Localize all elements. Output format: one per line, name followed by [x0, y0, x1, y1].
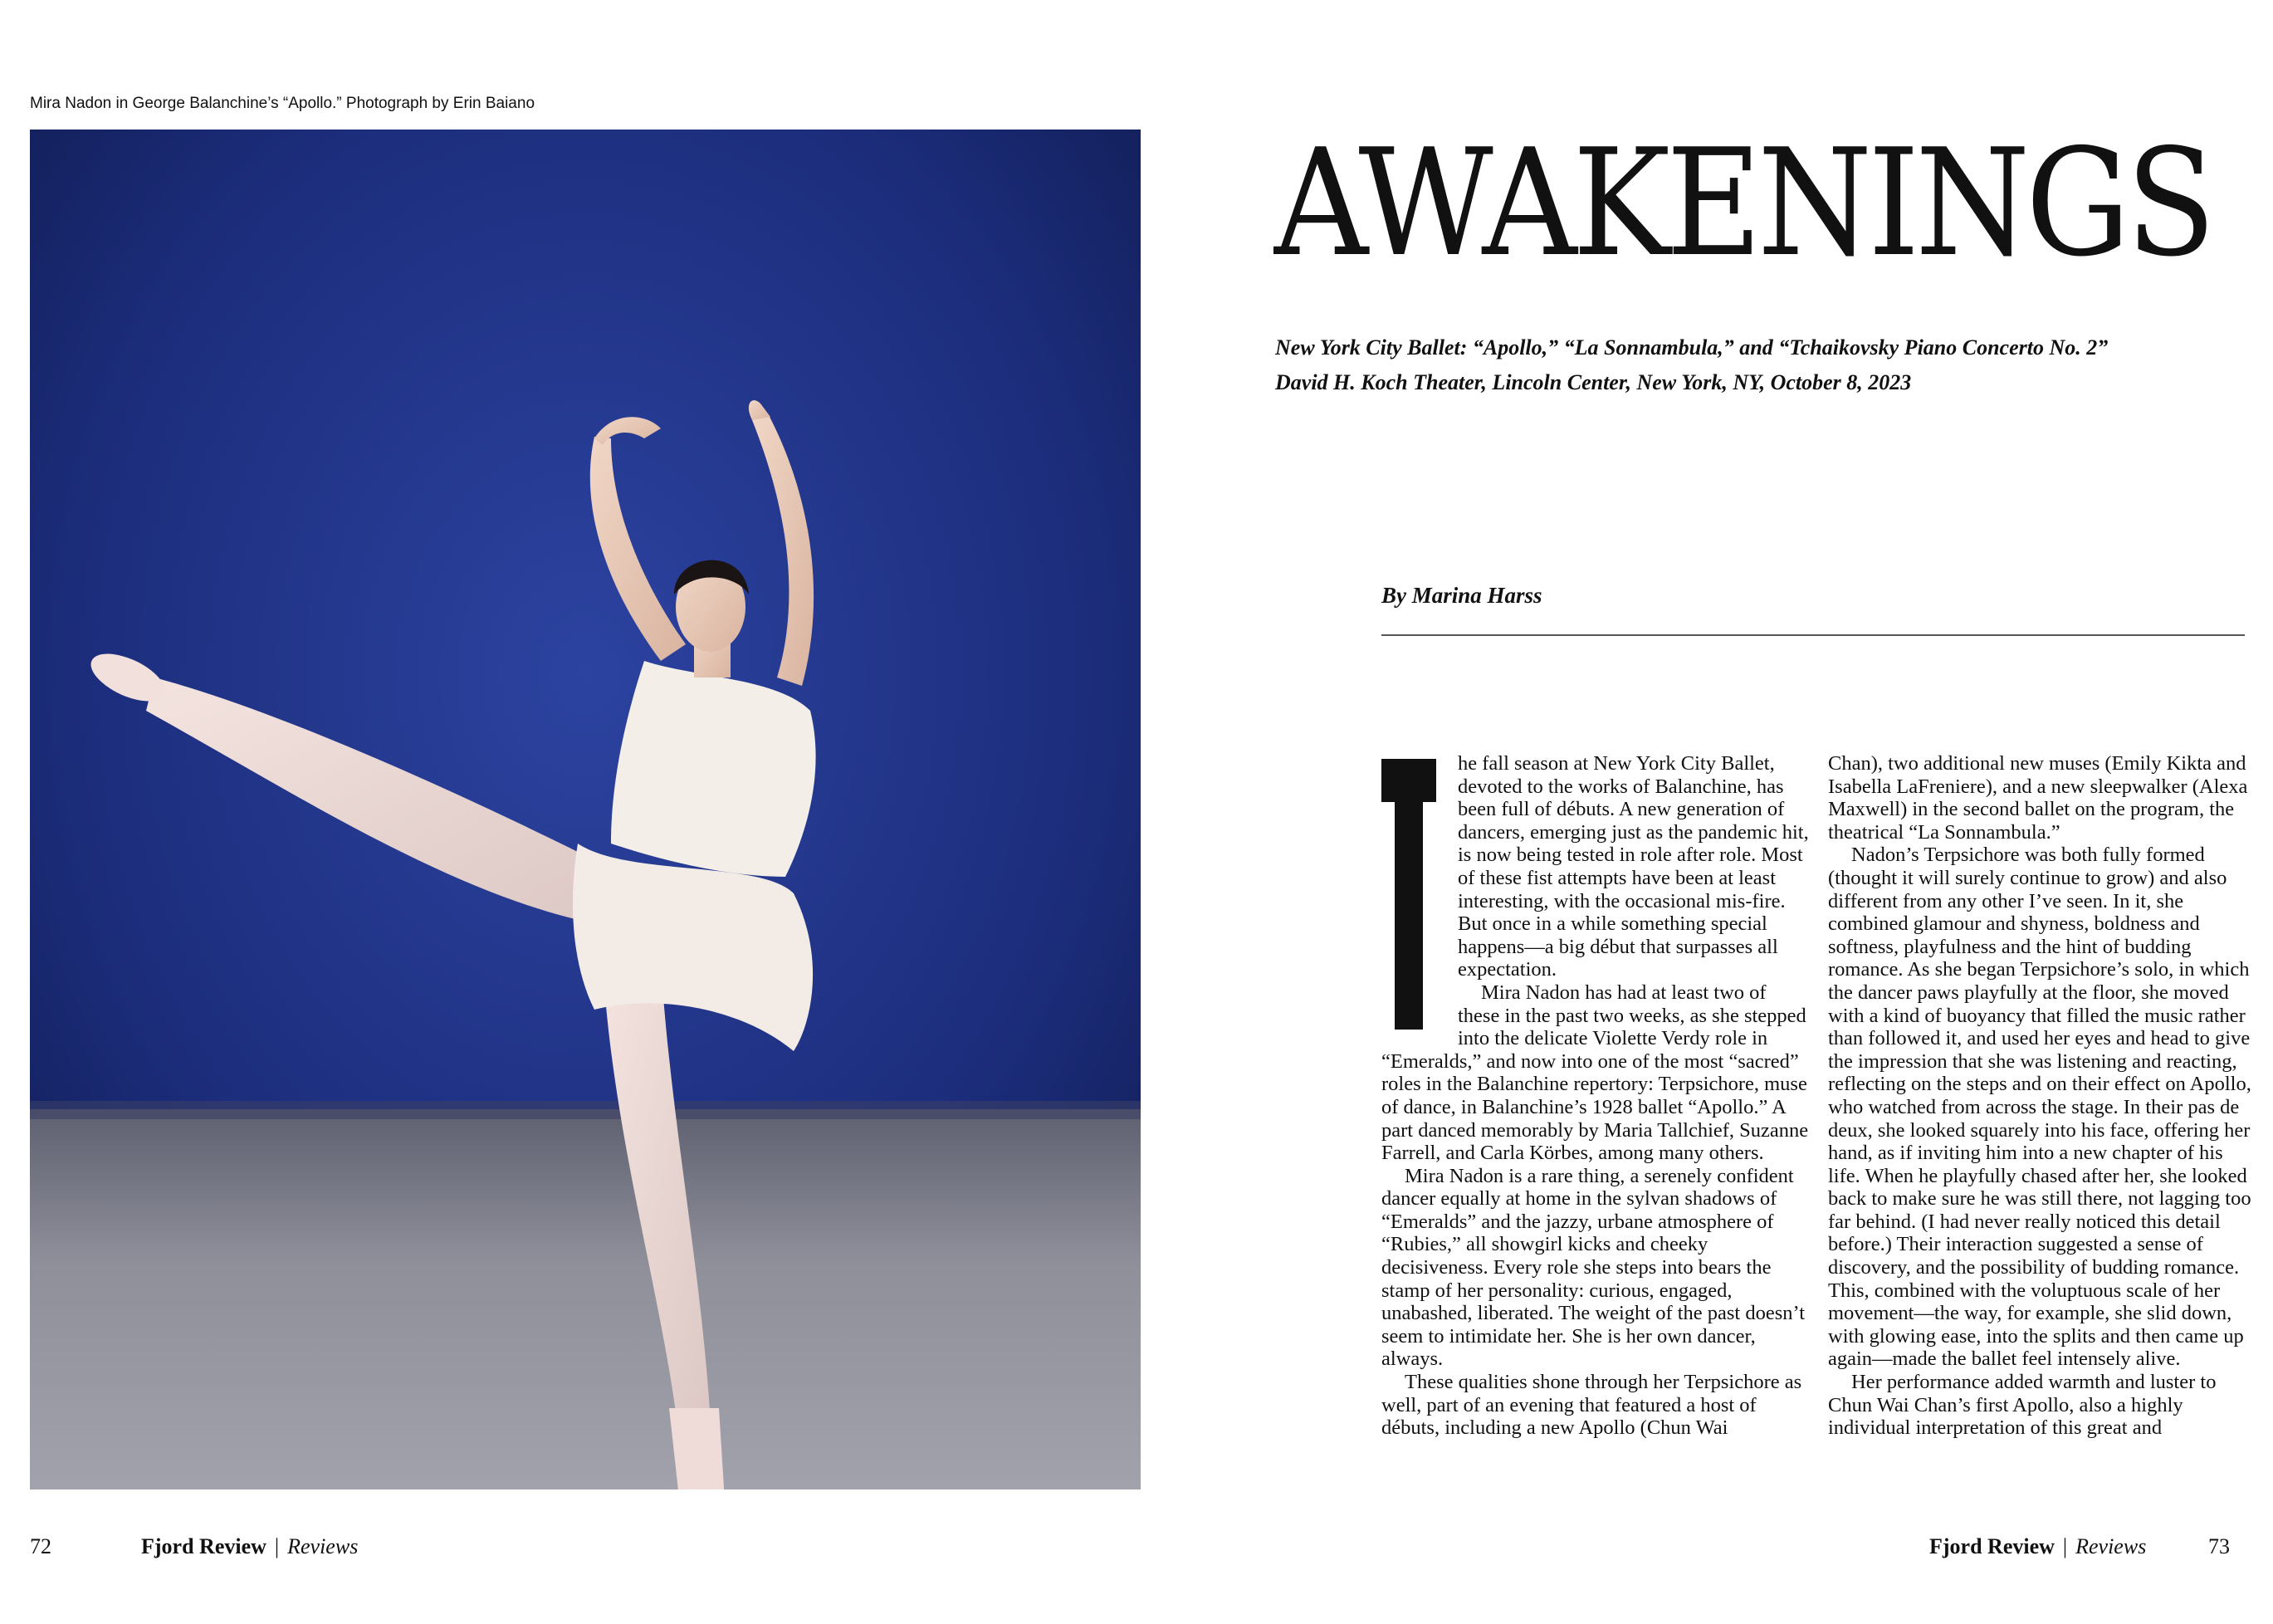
- paragraph: Mira Nadon is a rare thing, a serenely confident dancer equally at home in the sylvan shadows of “Emeralds” and the jazzy, urbane atmosphere of “Rubies,” all showgirl kicks and cheeky decisiveness. Every role she steps into bears the stamp of her personality: curious, engaged, unabashed, liberated. The weight of the past doesn’t seem to intimidate her. She is her own dancer, always.: [1381, 1164, 1806, 1371]
- subtitle-venue: David H. Koch Theater, Lincoln Center, New York, NY, October 8, 2023: [1275, 370, 1912, 394]
- paragraph: he fall season at New York City Ballet, devoted to the works of Balanchine, has been full of débuts. A new generation of dancers, emerging just as the pandemic hit, is now being tested in role after role. Most of these fist attempts have been at least interesting, with the occasional mis-fire. But once in a while something special happens—a big début that surpasses all expectation.: [1381, 752, 1813, 981]
- article-column-1: [1381, 752, 1813, 1499]
- footer-right: [1929, 1534, 2146, 1559]
- footer-left: [141, 1534, 358, 1559]
- dancer-illustration: [30, 130, 1141, 1489]
- article-column-2: [1828, 752, 2260, 1499]
- footer-brand: Fjord Review: [141, 1534, 266, 1558]
- page-number-left: 72: [30, 1534, 51, 1558]
- paragraph: Nadon’s Terpsichore was both fully formed (thought it will surely continue to grow) and also different from any other I’ve seen. In it, she combined glamour and shyness, boldness and softness, playfulness and the hint of budding romance. As she began Terpsichore’s solo, in which the dancer paws playfully at the floor, she moved with a kind of buoyancy that filled the music rather than followed it, and used her eyes and head to give the impression that she was listening and reacting, reflecting on the steps and on their effect on Apollo, who watched from across the stage. In their pas de deux, she looked squarely into his face, offering her hand, as if inviting him into a new chapter of his life. When he playfully chased after her, she looked back to make sure he was still there, not lagging too far behind. (I had never really noticed this detail before.) Their interaction suggested a sense of discovery, and the possibility of budding romance. This, combined with the voluptuous scale of her movement—the way, for example, she slid down, with glowing ease, into the splits and then came up again—made the ballet feel intensely alive.: [1828, 844, 2251, 1371]
- page-number-right: 73: [2208, 1534, 2230, 1558]
- subtitle-performance: New York City Ballet: “Apollo,” “La Sonnambula,” and “Tchaikovsky Piano Concerto No. 2”: [1275, 335, 2109, 360]
- dancer-photograph: [30, 130, 1141, 1489]
- paragraph: These qualities shone through her Terpsichore as well, part of an evening that featured a host of débuts, including a new Apollo (Chun Wai: [1381, 1371, 1802, 1440]
- paragraph: Her performance added warmth and luster to Chun Wai Chan’s first Apollo, also a highly individual interpretation of this great and: [1828, 1371, 2217, 1440]
- paragraph: Mira Nadon has had at least two of these in the past two weeks, as she stepped into the delicate Violette Verdy role in “Emeralds,” and now into one of the most “sacred” roles in the Balanchine repertory: Terpsichore, muse of dance, in Balanchine’s 1928 ballet “Apollo.” A part danced memorably by Maria Tallchief, Suzanne Farrell, and Carla Körbes, among many others.: [1381, 981, 1809, 1165]
- article-headline: AWAKENINGS: [1273, 125, 2212, 282]
- dropcap: [1381, 759, 1436, 1030]
- footer-separator: |: [274, 1534, 280, 1558]
- byline: By Marina Harss: [1381, 583, 1542, 608]
- paragraph: Chan), two additional new muses (Emily Kikta and Isabella LaFreniere), and a new sleepwalker (Alexa Maxwell) in the second ballet on the program, the theatrical “La Sonnambula.”: [1828, 752, 2248, 844]
- article-subtitle: [1275, 330, 2188, 400]
- footer-separator: |: [2062, 1534, 2068, 1558]
- photo-caption: Mira Nadon in George Balanchine’s “Apollo.” Photograph by Erin Baiano: [30, 95, 535, 112]
- footer-section: Reviews: [287, 1534, 359, 1558]
- byline-divider: [1381, 634, 2245, 636]
- footer-brand: Fjord Review: [1929, 1534, 2055, 1558]
- footer-section: Reviews: [2075, 1534, 2147, 1558]
